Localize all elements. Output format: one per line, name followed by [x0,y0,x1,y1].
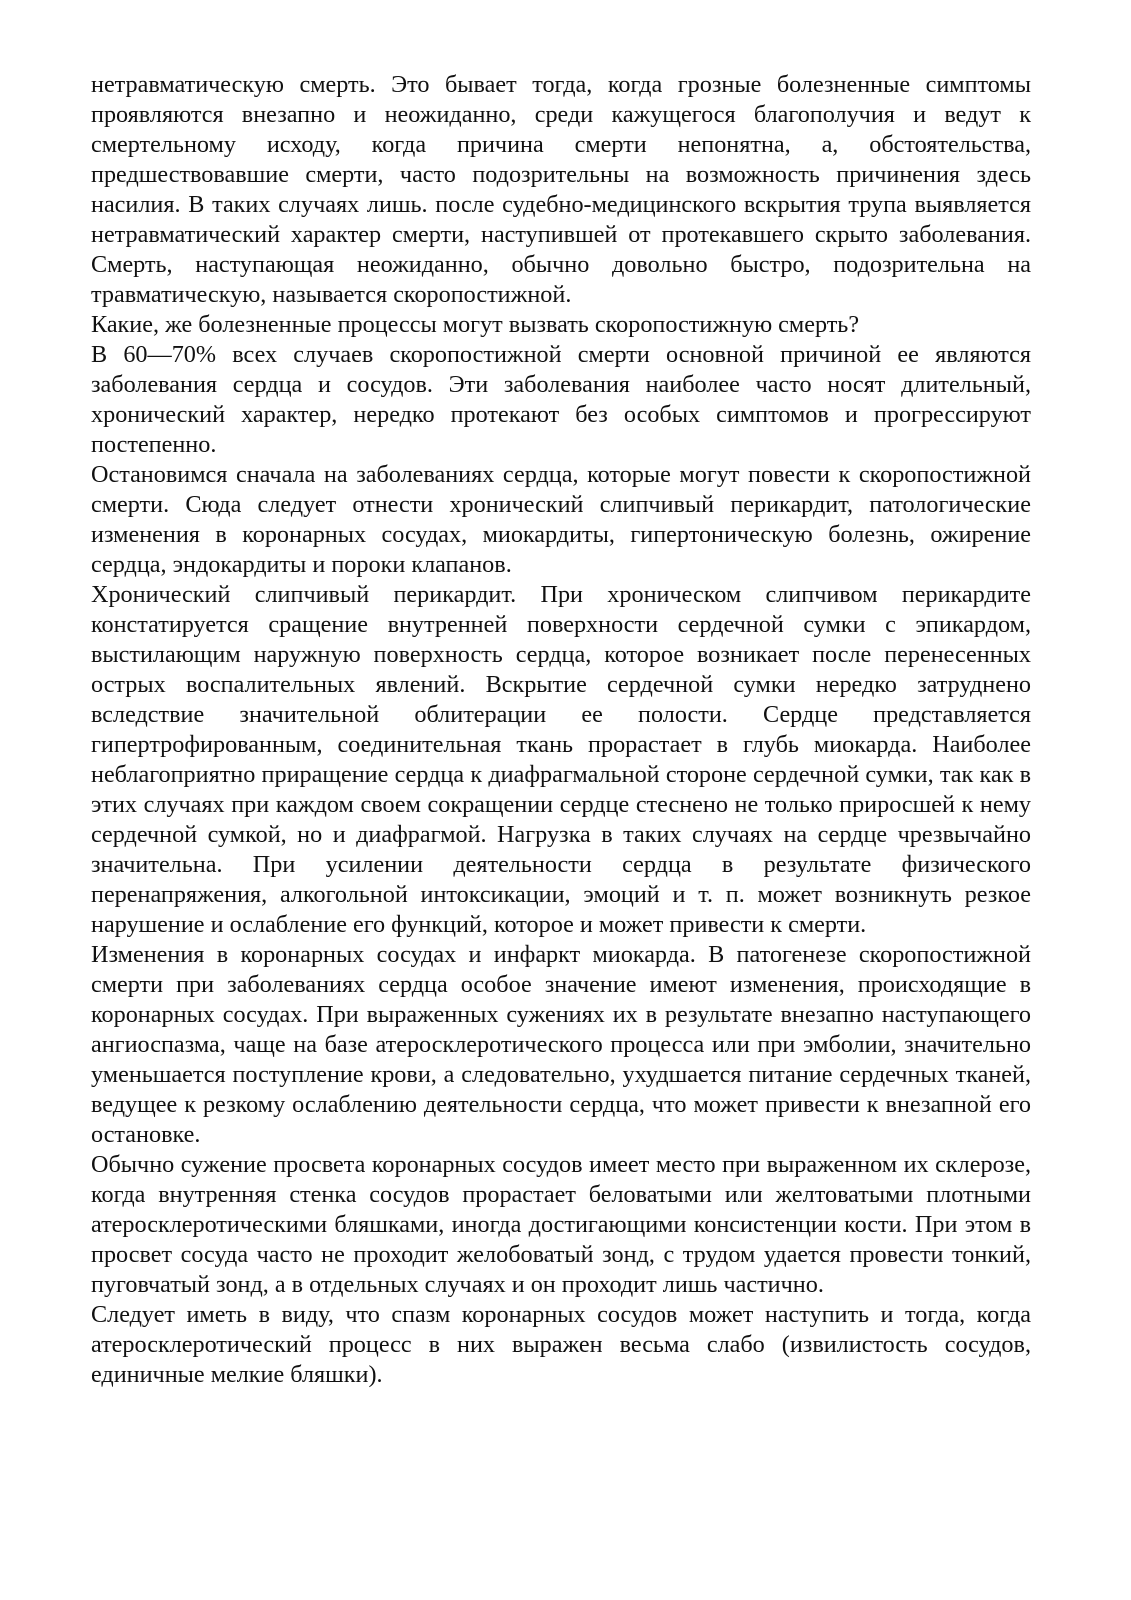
paragraph-continuation: нетравматическую смерть. Это бывает тогда, когда грозные болезненные симптомы проявляются внезапно и неожиданно, среди кажущегося благополучия и ведут к смертельному исходу, когда причина смерти непонятна, а, обстоятельства, предшествовавшие смерти, часто подозрительны на возможность причинения здесь насилия. В таких случаях лишь. после судебно-медицинского вскрытия трупа выявляется нетравматический характер смерти, наступившей от протекавшего скрыто заболевания. Смерть, наступающая неожиданно, обычно довольно быстро, подозрительна на травматическую, называется скоропостижной. [91,71,1031,308]
paragraph-heart-diseases: Остановимся сначала на заболеваниях сердца, которые могут повести к скоропостижной смерти. Сюда следует отнести хронический слипчивый перикардит, патологические изменения в коронарных сосудах, миокардиты, гипертоническую болезнь, ожирение сердца, эндокардиты и пороки клапанов. [91,461,1031,578]
paragraph-pericarditis: Хронический слипчивый перикардит. При хроническом слипчивом перикардите констатируется сращение внутренней поверхности сердечной сумки с эпикардом, выстилающим наружную поверхность сердца, которое возникает после перенесенных острых воспалительных явлений. Вскрытие сердечной сумки нередко затруднено вследствие значительной облитерации ее полости. Сердце представляется гипертрофированным, соединительная ткань прорастает в глубь миокарда. Наиболее неблагоприятно приращение сердца к диафрагмальной стороне сердечной сумки, так как в этих случаях при каждом своем сокращении сердце стеснено не только приросшей к нему сердечной сумкой, но и диафрагмой. Нагрузка в таких случаях на сердце чрезвычайно значительна. При усилении деятельности сердца в результате физического перенапряжения, алкогольной интоксикации, эмоций и т. п. может возникнуть резкое нарушение и ослабление его функций, которое и может привести к смерти. [91,581,1031,938]
paragraph-coronary-changes: Изменения в коронарных сосудах и инфаркт миокарда. В патогенезе скоропостижной смерти при заболеваниях сердца особое значение имеют изменения, происходящие в коронарных сосудах. При выраженных сужениях их в результате внезапно наступающего ангиоспазма, чаще на базе атеросклеротического процесса или при эмболии, значительно уменьшается поступление крови, а следовательно, ухудшается питание сердечных тканей, ведущее к резкому ослаблению деятельности сердца, что может привести к внезапной его остановке. [91,941,1031,1148]
paragraph-coronary-spasm: Следует иметь в виду, что спазм коронарных сосудов может наступить и тогда, когда атеросклеротический процесс в них выражен весьма слабо (извилистость сосудов, единичные мелкие бляшки). [91,1301,1031,1388]
paragraph-statistics: В 60—70% всех случаев скоропостижной смерти основной причиной ее являются заболевания сердца и сосудов. Эти заболевания наиболее часто носят длительный, хронический характер, нередко протекают без особых симптомов и прогрессируют постепенно. [91,341,1031,458]
paragraph-coronary-narrowing: Обычно сужение просвета коронарных сосудов имеет место при выраженном их склерозе, когда внутренняя стенка сосудов прорастает беловатыми или желтоватыми плотными атеросклеротическими бляшками, иногда достигающими консистенции кости. При этом в просвет сосуда часто не проходит желобоватый зонд, с трудом удается провести тонкий, пуговчатый зонд, а в отдельных случаях и он проходит лишь частично. [91,1151,1031,1298]
paragraph-question: Какие, же болезненные процессы могут вызвать скоропостижную смерть? [91,311,860,338]
document-page [91,70,1031,1390]
